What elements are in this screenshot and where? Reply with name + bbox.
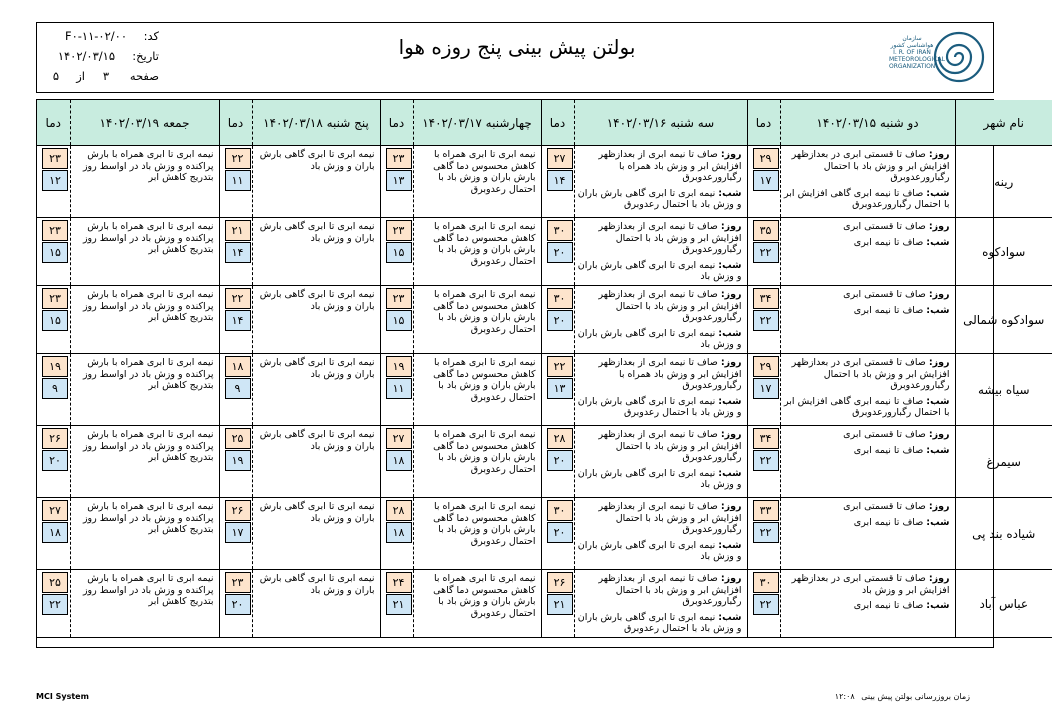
night-label: شب:: [926, 444, 950, 456]
max-temperature: ۲۳: [386, 148, 412, 169]
day-forecast: [578, 149, 742, 184]
min-temperature: ۲۰: [547, 242, 573, 263]
night-forecast: [784, 517, 950, 529]
max-temperature: ۲۵: [225, 428, 251, 449]
max-temperature: ۲۲: [547, 356, 573, 377]
day-forecast-text: صاف تا قسمتی ابری در بعدازظهر افزایش ابر و وزش باد با احتمال رگبارورعدوبرق: [791, 357, 950, 391]
day-header: چهارشنبه ۱۴۰۲/۰۳/۱۷: [413, 100, 541, 146]
night-label: شب:: [926, 600, 950, 611]
night-forecast: [578, 612, 742, 635]
min-temperature: ۱۵: [386, 310, 412, 331]
table-row: [37, 498, 1052, 570]
max-temperature: ۲۸: [547, 428, 573, 449]
night-label: شب:: [718, 539, 742, 551]
day-label: روز:: [928, 289, 950, 300]
day-forecast: [578, 501, 742, 536]
max-temperature: ۲۷: [42, 500, 68, 521]
day-label: روز:: [928, 221, 950, 232]
night-forecast-text: نیمه ابری تا ابری گاهی بارش باران و وزش باد با احتمال رعدوبرق: [577, 187, 742, 210]
table-row: [37, 570, 1052, 638]
date-row: [37, 49, 167, 69]
temperature-cell: [219, 354, 252, 426]
day-forecast: [578, 221, 742, 256]
temperature-cell: [747, 498, 780, 570]
night-forecast-text: نیمه ابری تا ابری گاهی بارش باران و وزش باد: [577, 327, 742, 350]
city-name: رینه: [955, 146, 1052, 218]
max-temperature: ۱۹: [386, 356, 412, 377]
day-header: دو شنبه ۱۴۰۲/۰۳/۱۵: [780, 100, 955, 146]
min-temperature: ۱۴: [547, 170, 573, 191]
max-temperature: ۲۳: [386, 220, 412, 241]
day-label: روز:: [720, 149, 742, 160]
temperature-cell: [37, 218, 70, 286]
forecast-cell: [252, 286, 380, 354]
forecast-text: نیمه ابری تا ابری همراه با کاهش محسوس دما گاهی بارش باران و وزش باد با احتمال رعدوبرق: [433, 357, 536, 403]
temperature-cell: [747, 426, 780, 498]
page-title: بولتن پیش بینی پنج روزه هوا: [398, 35, 636, 59]
min-temperature: ۱۷: [225, 522, 251, 543]
page-total: ۵: [52, 69, 59, 83]
day-forecast: [578, 429, 742, 464]
temperature-cell: [380, 498, 413, 570]
city-name: سوادکوه: [955, 218, 1052, 286]
max-temperature: ۲۹: [753, 148, 779, 169]
day-header: سه شنبه ۱۴۰۲/۰۳/۱۶: [574, 100, 747, 146]
night-label: شب:: [718, 327, 742, 339]
forecast-cell: [413, 426, 541, 498]
temperature-cell: [37, 354, 70, 426]
night-label: شب:: [718, 395, 742, 407]
table-row: [37, 146, 1052, 218]
min-temperature: ۲۲: [753, 242, 779, 263]
day-label: روز:: [720, 221, 742, 232]
night-forecast-text: صاف تا نیمه ابری: [853, 444, 924, 456]
night-forecast-text: صاف تا نیمه ابری گاهی افزایش ابر با احتمال رگبارورعدوبرق: [784, 395, 950, 418]
temperature-cell: [541, 570, 574, 638]
table-row: [37, 218, 1052, 286]
min-temperature: ۱۹: [225, 450, 251, 471]
night-forecast-text: نیمه ابری تا ابری گاهی بارش باران و وزش باد: [577, 467, 742, 490]
min-temperature: ۲۱: [547, 594, 573, 615]
day-forecast-text: صاف تا قسمتی ابری: [843, 501, 926, 512]
min-temperature: ۹: [42, 378, 68, 399]
min-temperature: ۱۴: [225, 242, 251, 263]
temperature-cell: [219, 146, 252, 218]
day-forecast-text: صاف تا قسمتی ابری در بعدازظهر افزایش ابر و وزش باد با احتمال رگبارورعدوبرق: [791, 149, 950, 183]
night-label: شب:: [718, 259, 742, 271]
temperature-cell: [747, 354, 780, 426]
code-row: [37, 29, 167, 49]
temperature-cell: [380, 426, 413, 498]
max-temperature: ۲۳: [42, 288, 68, 309]
city-name: سیاه بیشه: [955, 354, 1052, 426]
max-temperature: ۲۲: [225, 288, 251, 309]
min-temperature: ۱۵: [42, 242, 68, 263]
day-header: پنج شنبه ۱۴۰۲/۰۳/۱۸: [252, 100, 380, 146]
min-temperature: ۲۲: [753, 522, 779, 543]
city-name: عباس آباد: [955, 570, 1052, 638]
night-forecast: [784, 305, 950, 317]
forecast-text: نیمه ابری تا ابری همراه با کاهش محسوس دما گاهی بارش باران و وزش باد با احتمال رعدوبرق: [433, 149, 536, 195]
min-temperature: ۱۷: [753, 170, 779, 191]
max-temperature: ۳۴: [753, 288, 779, 309]
date-label: تاریخ:: [132, 49, 159, 63]
forecast-cell: [70, 354, 219, 426]
min-temperature: ۲۲: [753, 450, 779, 471]
update-info: [835, 692, 970, 701]
min-temperature: ۱۵: [42, 310, 68, 331]
day-label: روز:: [928, 357, 950, 368]
night-label: شب:: [926, 516, 950, 528]
forecast-cell: [70, 218, 219, 286]
forecast-cell: [574, 354, 747, 426]
day-header: جمعه ۱۴۰۲/۰۳/۱۹: [70, 100, 219, 146]
min-temperature: ۲۰: [42, 450, 68, 471]
forecast-cell: [780, 286, 955, 354]
night-forecast-text: نیمه ابری تا ابری گاهی بارش باران و وزش باد: [577, 259, 742, 282]
forecast-cell: [252, 570, 380, 638]
temp-column-header: دما: [541, 100, 574, 146]
min-temperature: ۱۴: [225, 310, 251, 331]
temperature-cell: [37, 146, 70, 218]
table-header-row: [37, 100, 1052, 146]
forecast-cell: [70, 570, 219, 638]
forecast-text: نیمه ابری تا ابری همراه با بارش پراکنده و وزش باد در اواسط روز بتدریج کاهش ابر: [82, 357, 214, 391]
forecast-cell: [574, 286, 747, 354]
night-forecast: [578, 468, 742, 491]
max-temperature: ۳۰: [547, 220, 573, 241]
forecast-cell: [780, 426, 955, 498]
temperature-cell: [380, 286, 413, 354]
forecast-cell: [252, 146, 380, 218]
temperature-cell: [219, 498, 252, 570]
forecast-text: نیمه ابری تا ابری گاهی بارش باران و وزش باد: [259, 289, 375, 312]
forecast-cell: [252, 218, 380, 286]
day-forecast-text: صاف تا نیمه ابری از بعدازظهر افزایش ابر و وزش باد با احتمال رگبارورعدوبرق: [598, 289, 742, 323]
day-forecast-text: صاف تا نیمه ابری از بعدازظهر افزایش ابر و وزش باد همراه با رگبارورعدوبرق: [598, 357, 742, 391]
forecast-cell: [413, 146, 541, 218]
logo-text: سازمان هواشناسی کشور I. R. OF IRAN METEOROLOGICAL ORGANIZATION: [889, 35, 945, 70]
max-temperature: ۱۹: [42, 356, 68, 377]
forecast-cell: [413, 570, 541, 638]
max-temperature: ۳۴: [753, 428, 779, 449]
temperature-cell: [37, 570, 70, 638]
update-time: ۱۲:۰۸: [834, 692, 855, 701]
forecast-cell: [574, 146, 747, 218]
night-forecast: [784, 188, 950, 211]
night-forecast-text: صاف تا نیمه ابری: [853, 236, 924, 248]
forecast-cell: [780, 354, 955, 426]
page-of-label: از: [76, 69, 85, 83]
day-forecast-text: صاف تا نیمه ابری از بعدازظهر افزایش ابر و وزش باد با احتمال رگبارورعدوبرق: [598, 221, 742, 255]
bulletin-header: [36, 22, 994, 93]
min-temperature: ۲۰: [225, 594, 251, 615]
forecast-cell: [413, 498, 541, 570]
forecast-text: نیمه ابری تا ابری همراه با کاهش محسوس دما گاهی بارش باران و وزش باد با احتمال رعدوبرق: [433, 573, 536, 619]
system-name: MCI System: [36, 692, 89, 701]
max-temperature: ۲۸: [386, 500, 412, 521]
forecast-text: نیمه ابری تا ابری همراه با بارش پراکنده و وزش باد در اواسط روز بتدریج کاهش ابر: [82, 289, 214, 323]
night-forecast: [578, 328, 742, 351]
day-forecast: [784, 501, 950, 513]
max-temperature: ۳۵: [753, 220, 779, 241]
temperature-cell: [541, 426, 574, 498]
temperature-cell: [37, 498, 70, 570]
temperature-cell: [747, 286, 780, 354]
temperature-cell: [541, 498, 574, 570]
night-forecast: [784, 445, 950, 457]
temperature-cell: [747, 146, 780, 218]
forecast-text: نیمه ابری تا ابری گاهی بارش باران و وزش باد: [259, 357, 375, 380]
night-label: شب:: [926, 187, 950, 199]
temp-column-header: دما: [747, 100, 780, 146]
night-forecast: [784, 396, 950, 419]
city-name: سوادکوه شمالی: [955, 286, 1052, 354]
forecast-text: نیمه ابری تا ابری گاهی بارش باران و وزش باد: [259, 221, 375, 244]
day-forecast: [784, 221, 950, 233]
organization-logo: [885, 25, 983, 89]
max-temperature: ۲۱: [225, 220, 251, 241]
day-forecast-text: صاف تا نیمه ابری از بعدازظهر افزایش ابر و وزش باد با احتمال رگبارورعدوبرق: [598, 429, 742, 463]
city-column-header: نام شهر: [955, 100, 1052, 146]
night-label: شب:: [718, 611, 742, 623]
day-label: روز:: [928, 149, 950, 160]
city-name: سیمرغ: [955, 426, 1052, 498]
temperature-cell: [380, 354, 413, 426]
min-temperature: ۱۲: [42, 170, 68, 191]
max-temperature: ۲۳: [386, 288, 412, 309]
day-forecast: [578, 357, 742, 392]
min-temperature: ۱۸: [386, 450, 412, 471]
day-label: روز:: [720, 289, 742, 300]
page-number: ۳: [102, 69, 109, 83]
forecast-cell: [70, 286, 219, 354]
forecast-cell: [780, 498, 955, 570]
max-temperature: ۲۲: [225, 148, 251, 169]
date-value: ۱۴۰۲/۰۳/۱۵: [57, 49, 115, 63]
night-label: شب:: [926, 395, 950, 407]
day-forecast-text: صاف تا قسمتی ابری در بعدازظهر افزایش ابر و وزش باد: [791, 573, 950, 596]
temperature-cell: [219, 286, 252, 354]
temperature-cell: [219, 570, 252, 638]
min-temperature: ۲۰: [547, 450, 573, 471]
max-temperature: ۲۳: [42, 148, 68, 169]
night-forecast: [578, 540, 742, 563]
night-forecast-text: نیمه ابری تا ابری گاهی بارش باران و وزش باد: [577, 539, 742, 562]
day-label: روز:: [720, 501, 742, 512]
day-forecast-text: صاف تا قسمتی ابری: [843, 429, 926, 440]
night-forecast: [784, 600, 950, 612]
forecast-cell: [70, 426, 219, 498]
min-temperature: ۱۳: [386, 170, 412, 191]
max-temperature: ۲۶: [225, 500, 251, 521]
night-forecast-text: صاف تا نیمه ابری: [853, 516, 924, 528]
day-label: روز:: [928, 501, 950, 512]
max-temperature: ۳۰: [753, 572, 779, 593]
night-forecast: [578, 260, 742, 283]
max-temperature: ۱۸: [225, 356, 251, 377]
temperature-cell: [747, 218, 780, 286]
forecast-text: نیمه ابری تا ابری همراه با کاهش محسوس دما گاهی بارش باران و وزش باد با احتمال رعدوبرق: [433, 501, 536, 547]
forecast-text: نیمه ابری تا ابری همراه با بارش پراکنده و وزش باد در اواسط روز بتدریج کاهش ابر: [82, 149, 214, 183]
forecast-text: نیمه ابری تا ابری همراه با کاهش محسوس دما گاهی بارش باران و وزش باد با احتمال رعدوبرق: [433, 429, 536, 475]
forecast-cell: [780, 570, 955, 638]
max-temperature: ۲۷: [386, 428, 412, 449]
night-forecast: [578, 188, 742, 211]
day-forecast: [784, 429, 950, 441]
day-forecast-text: صاف تا نیمه ابری از بعدازظهر افزایش ابر و وزش باد همراه با رگبارورعدوبرق: [598, 149, 742, 183]
temperature-cell: [541, 354, 574, 426]
table-row: [37, 354, 1052, 426]
max-temperature: ۲۴: [386, 572, 412, 593]
temperature-cell: [37, 426, 70, 498]
max-temperature: ۲۶: [42, 428, 68, 449]
temperature-cell: [541, 218, 574, 286]
day-forecast: [784, 289, 950, 301]
forecast-cell: [574, 218, 747, 286]
forecast-text: نیمه ابری تا ابری گاهی بارش باران و وزش باد: [259, 573, 375, 596]
min-temperature: ۲۰: [547, 310, 573, 331]
temperature-cell: [380, 570, 413, 638]
forecast-cell: [413, 218, 541, 286]
day-forecast-text: صاف تا نیمه ابری از بعدازظهر افزایش ابر و وزش باد با احتمال رگبارورعدوبرق: [598, 501, 742, 535]
temperature-cell: [541, 286, 574, 354]
min-temperature: ۱۱: [225, 170, 251, 191]
max-temperature: ۳۰: [547, 500, 573, 521]
day-forecast-text: صاف تا نیمه ابری از بعدازظهر افزایش ابر و وزش باد با احتمال رگبارورعدوبرق: [598, 573, 742, 607]
night-forecast: [578, 396, 742, 419]
max-temperature: ۲۹: [753, 356, 779, 377]
forecast-text: نیمه ابری تا ابری همراه با کاهش محسوس دما گاهی بارش باران و وزش باد با احتمال رعدوبرق: [433, 289, 536, 335]
day-label: روز:: [928, 573, 950, 584]
forecast-text: نیمه ابری تا ابری همراه با بارش پراکنده و وزش باد در اواسط روز بتدریج کاهش ابر: [82, 221, 214, 255]
forecast-table: [36, 99, 1045, 648]
forecast-cell: [252, 426, 380, 498]
update-label: زمان بروزرسانی بولتن پیش بینی: [861, 692, 970, 701]
table-row: [37, 426, 1052, 498]
forecast-cell: [413, 286, 541, 354]
temperature-cell: [219, 426, 252, 498]
code-label: کد:: [143, 29, 159, 43]
temperature-cell: [219, 218, 252, 286]
forecast-cell: [252, 498, 380, 570]
max-temperature: ۲۶: [547, 572, 573, 593]
night-label: شب:: [926, 236, 950, 248]
min-temperature: ۲۲: [753, 594, 779, 615]
table-row: [37, 286, 1052, 354]
city-name: شیاده بند پی: [955, 498, 1052, 570]
forecast-text: نیمه ابری تا ابری گاهی بارش باران و وزش باد: [259, 429, 375, 452]
min-temperature: ۹: [225, 378, 251, 399]
max-temperature: ۳۳: [753, 500, 779, 521]
day-forecast-text: صاف تا قسمتی ابری: [843, 221, 926, 232]
forecast-text: نیمه ابری تا ابری همراه با کاهش محسوس دما گاهی بارش باران و وزش باد با احتمال رعدوبرق: [433, 221, 536, 267]
min-temperature: ۲۲: [753, 310, 779, 331]
min-temperature: ۱۱: [386, 378, 412, 399]
night-forecast-text: صاف تا نیمه ابری: [853, 600, 924, 611]
min-temperature: ۱۸: [42, 522, 68, 543]
temperature-cell: [541, 146, 574, 218]
forecast-text: نیمه ابری تا ابری همراه با بارش پراکنده و وزش باد در اواسط روز بتدریج کاهش ابر: [82, 429, 214, 463]
min-temperature: ۲۲: [42, 594, 68, 615]
night-forecast: [784, 237, 950, 249]
night-forecast-text: نیمه ابری تا ابری گاهی بارش باران و وزش باد با احتمال رعدوبرق: [577, 611, 742, 634]
temp-column-header: دما: [219, 100, 252, 146]
day-label: روز:: [928, 429, 950, 440]
night-label: شب:: [718, 467, 742, 479]
day-label: روز:: [720, 573, 742, 584]
forecast-text: نیمه ابری تا ابری گاهی بارش باران و وزش باد: [259, 501, 375, 524]
forecast-cell: [780, 218, 955, 286]
temperature-cell: [380, 146, 413, 218]
forecast-cell: [70, 498, 219, 570]
day-label: روز:: [720, 357, 742, 368]
forecast-cell: [70, 146, 219, 218]
max-temperature: ۲۳: [225, 572, 251, 593]
min-temperature: ۲۱: [386, 594, 412, 615]
night-label: شب:: [926, 304, 950, 316]
forecast-cell: [574, 426, 747, 498]
day-forecast: [784, 149, 950, 184]
forecast-text: نیمه ابری تا ابری گاهی بارش باران و وزش باد: [259, 149, 375, 172]
temp-column-header: دما: [380, 100, 413, 146]
day-forecast-text: صاف تا قسمتی ابری: [843, 289, 926, 300]
forecast-cell: [574, 498, 747, 570]
day-forecast: [578, 289, 742, 324]
forecast-text: نیمه ابری تا ابری همراه با بارش پراکنده و وزش باد در اواسط روز بتدریج کاهش ابر: [82, 573, 214, 607]
page-row: [37, 69, 167, 89]
min-temperature: ۲۰: [547, 522, 573, 543]
temp-column-header: دما: [37, 100, 70, 146]
night-forecast-text: صاف تا نیمه ابری گاهی افزایش ابر با احتمال رگبارورعدوبرق: [784, 187, 950, 210]
day-forecast: [784, 573, 950, 596]
min-temperature: ۱۷: [753, 378, 779, 399]
max-temperature: ۲۳: [42, 220, 68, 241]
max-temperature: ۳۰: [547, 288, 573, 309]
night-forecast-text: صاف تا نیمه ابری: [853, 304, 924, 316]
forecast-cell: [574, 570, 747, 638]
day-label: روز:: [720, 429, 742, 440]
forecast-text: نیمه ابری تا ابری همراه با بارش پراکنده و وزش باد در اواسط روز بتدریج کاهش ابر: [82, 501, 214, 535]
day-forecast: [784, 357, 950, 392]
temperature-cell: [747, 570, 780, 638]
document-meta: [37, 23, 167, 91]
forecast-cell: [252, 354, 380, 426]
min-temperature: ۱۸: [386, 522, 412, 543]
code-value: F۰-۱۱-۰۲/۰۰: [64, 29, 127, 43]
forecast-cell: [780, 146, 955, 218]
night-label: شب:: [718, 187, 742, 199]
max-temperature: ۲۷: [547, 148, 573, 169]
page-label: صفحه: [129, 69, 159, 83]
min-temperature: ۱۳: [547, 378, 573, 399]
night-forecast-text: نیمه ابری تا ابری گاهی بارش باران و وزش باد با احتمال رعدوبرق: [577, 395, 742, 418]
max-temperature: ۲۵: [42, 572, 68, 593]
temperature-cell: [37, 286, 70, 354]
day-forecast: [578, 573, 742, 608]
temperature-cell: [380, 218, 413, 286]
min-temperature: ۱۵: [386, 242, 412, 263]
forecast-cell: [413, 354, 541, 426]
